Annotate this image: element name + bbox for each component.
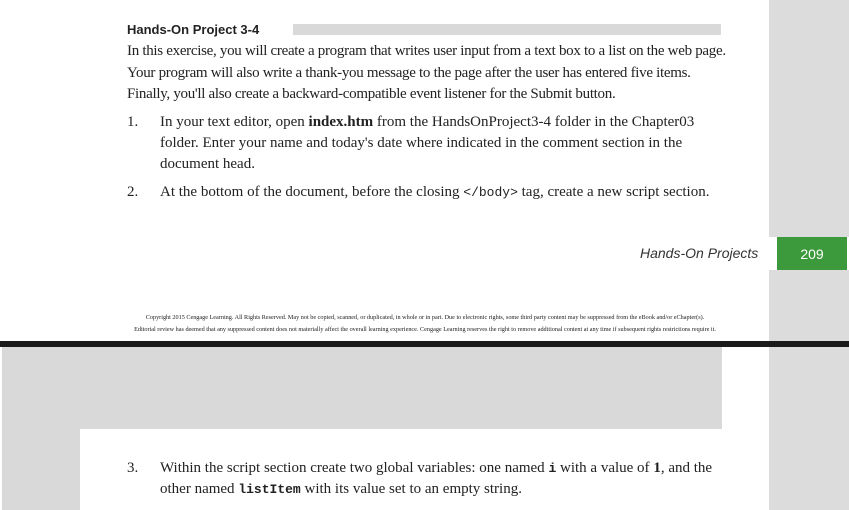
- copyright-line-1: Copyright 2015 Cengage Learning. All Rights Reserved. May not be copied, scanned, or duplicated, in whole or in part. Due to electronic rights, some third party content may be suppressed from the eBook and/or eChapter(s).: [145, 314, 705, 321]
- value: 1: [653, 460, 661, 476]
- section-label: Hands-On Projects: [640, 245, 759, 261]
- step-number: 3.: [127, 460, 139, 476]
- page-number-badge: 209: [777, 237, 847, 270]
- step-number: 1.: [127, 114, 139, 130]
- code-tag: </body>: [463, 185, 518, 200]
- copyright-line-2: Editorial review has deemed that any suppressed content does not materially affect the overall learning experience. Cengage Learning reserves the right to remove additional content at any time if subsequent rights restrictions require it.: [134, 326, 716, 333]
- heading-rule: [293, 24, 721, 35]
- top-gray-band: [2, 347, 722, 429]
- variable-name: i: [548, 461, 557, 476]
- step-text: In your text editor, open index.htm from the HandsOnProject3-4 folder in the Chapter03 folder. Enter your name and today's date where indicated in the comment section in the document head.: [160, 114, 695, 172]
- step-number: 2.: [127, 184, 139, 200]
- right-margin-band: [769, 0, 849, 237]
- step-text: At the bottom of the document, before the closing </body> tag, create a new script section.: [160, 184, 710, 200]
- variable-name: listItem: [238, 482, 301, 497]
- project-intro: In this exercise, you will create a program that writes user input from a text box to a list on the web page. Your program will also write a thank-you message to the page after the user has entered five items. Finally, you'll also create a backward-compatible event listener for the Submit button.: [127, 43, 726, 102]
- project-heading: Hands-On Project 3-4: [127, 22, 260, 37]
- right-gray-band: [769, 347, 849, 510]
- filename: index.htm: [308, 114, 374, 130]
- step-text: Within the script section create two global variables: one named i with a value of 1, and the other named listItem with its value set to an empty string.: [160, 460, 713, 497]
- left-gray-band: [2, 429, 80, 510]
